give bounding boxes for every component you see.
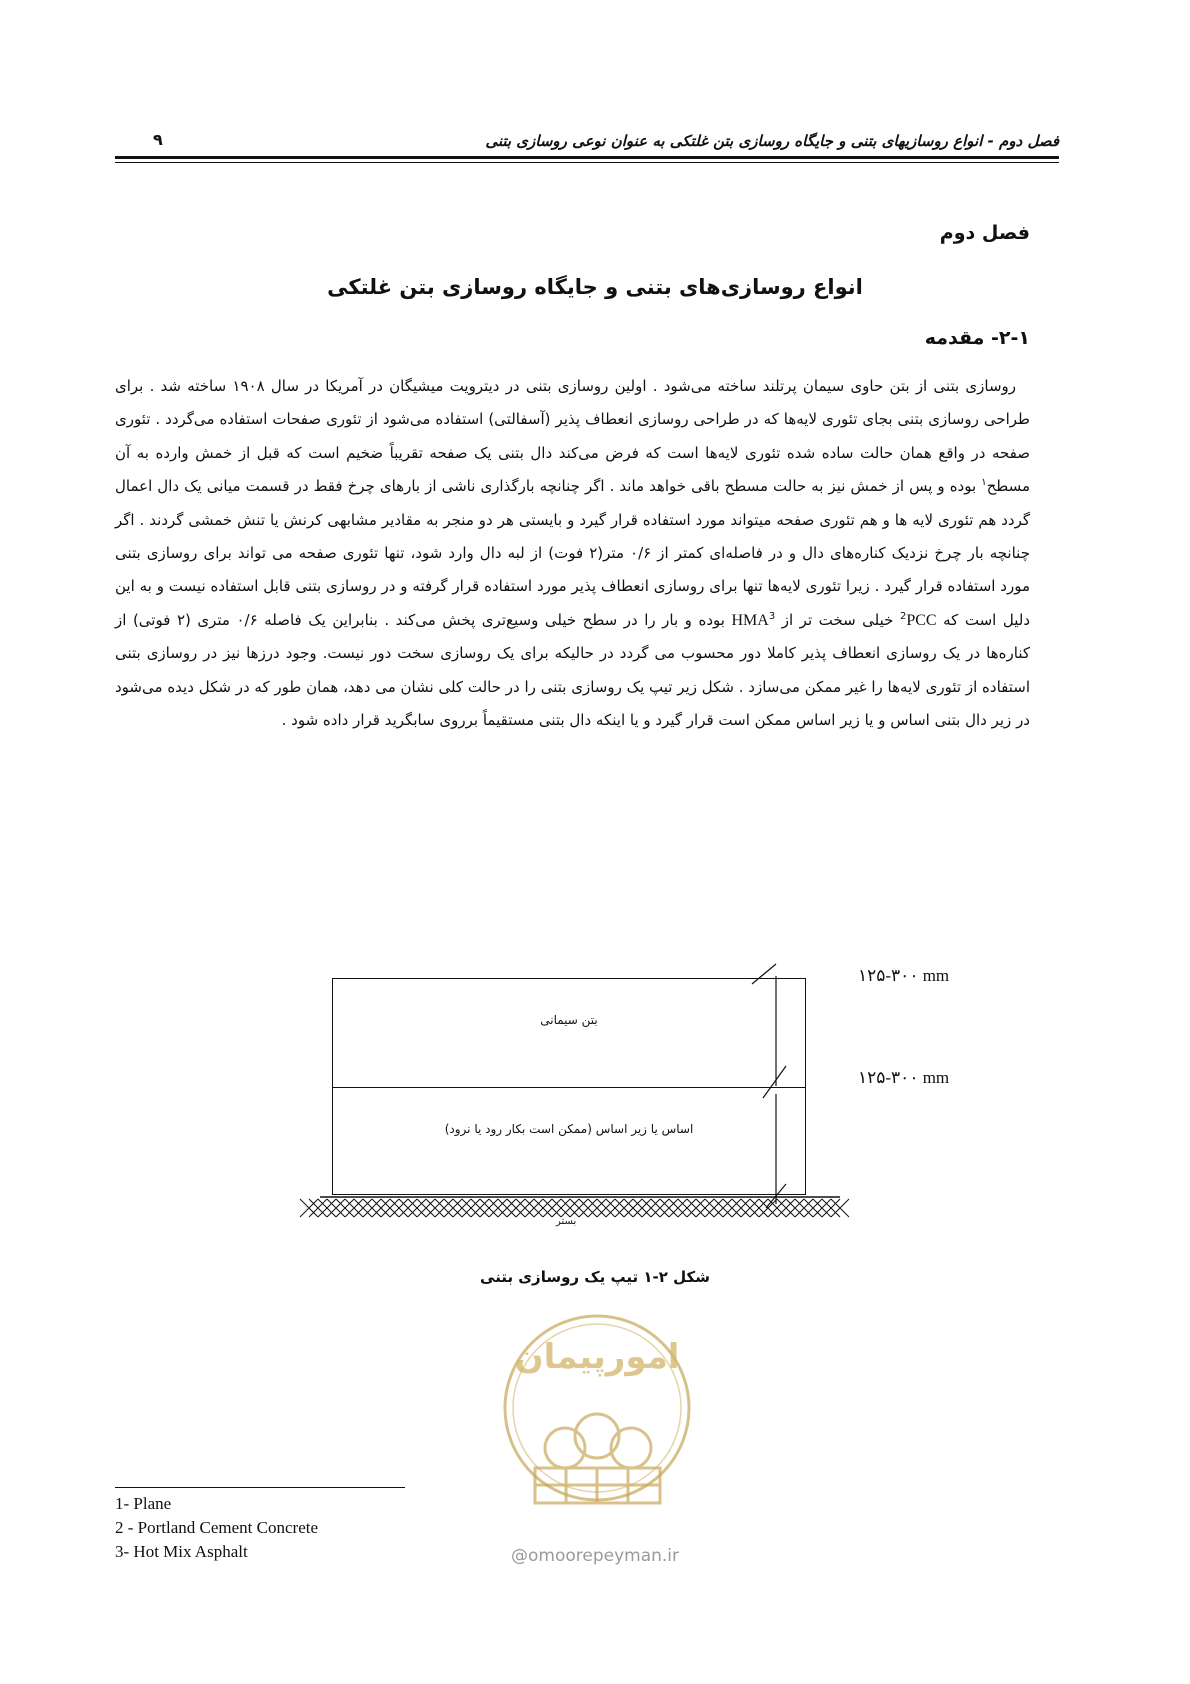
dimension-lines — [752, 964, 786, 1208]
footnote-ref-2: 2 — [899, 610, 907, 622]
header-rule-thin — [115, 162, 1059, 163]
concrete-layer-label: بتن سیمانی — [540, 1013, 598, 1027]
body-text-part3: خیلی سخت تر از — [775, 610, 900, 629]
running-title: فصل دوم - انواع روسازیهای بتنی و جایگاه روسازی بتن غلتکی به عنوان نوعی روسازی بتنی — [485, 132, 1059, 150]
term-pcc: PCC — [906, 611, 937, 629]
body-text-part4: بوده و بار را در سطح خیلی وسیع‌تری پخش می‌کند . بنابراین یک فاصله ۰/۶ متری (۲ فوتی) از کناره‌ها در یک روسازی انعطاف پذیر کاملا دور محسوب می گردد در حالیکه برای یک روسازی سخت دور نیست. وجود درزها نیز در روسازی بتنی استفاده از تئوری لایه‌ها را غیر ممکن می‌سازد . شکل زیر تیپ یک روسازی بتنی را در حالت کلی نشان می دهد، همان طور که در شکل دیده می‌شود در زیر دال بتنی اساس و یا زیر اساس ممکن است قرار گیرد و یا اینکه دال بتنی مستقیماً برروی سابگرید قرار داده شود . — [115, 610, 1030, 730]
watermark-logo — [485, 1298, 710, 1558]
footnote-rule — [115, 1487, 405, 1488]
footnote-ref-1: ۱ — [981, 477, 987, 489]
footnote-ref-3: 3 — [768, 610, 776, 622]
figure-lines — [320, 968, 1020, 1238]
watermark-text: امورپیمان — [514, 1337, 680, 1377]
dimension-concrete: ۱۲۵-۳۰۰ mm — [858, 966, 950, 985]
body-paragraph — [115, 370, 1030, 737]
body-text-part2: بوده و پس از خمش نیز به حالت مسطح باقی خواهد ماند . اگر چنانچه بارگذاری ناشی از بارهای چرخ فقط در قسمت میانی یک دال اعمال گردد هم تئوری لایه ها و هم تئوری صفحه میتواند مورد استفاده قرار گیرد و بایستی هر دو منجر به مقادیر مشابهی کرنش یا تنش خمشی گردند . اگر چنانچه بار چرخ نزدیک کناره‌های دال و در فاصله‌ای کمتر از ۰/۶ متر(۲ فوت) از لبه دال وارد شود، تنها تئوری صفحه می تواند برای روسازی بتنی مورد استفاده قرار گیرد . زیرا تئوری لایه‌ها تنها برای روسازی انعطاف پذیر مورد استفاده قرار گرفته و در روسازی بتنی قابل استفاده نیست و به این دلیل است که — [115, 477, 1030, 629]
footnote-3: 3- Hot Mix Asphalt — [115, 1542, 248, 1561]
subgrade-label: بستر — [556, 1216, 577, 1227]
section-heading: ۲-۱- مقدمه — [924, 327, 1030, 349]
figure-caption: شکل ۲-۱ تیپ یک روسازی بتنی — [480, 1268, 710, 1286]
footnote-1: 1- Plane — [115, 1494, 172, 1513]
dimension-base: ۱۲۵-۳۰۰ mm — [858, 1068, 950, 1087]
chapter-title: انواع روسازی‌های بتنی و جایگاه روسازی بتن غلتکی — [327, 275, 863, 299]
term-hma: HMA — [731, 611, 769, 629]
watermark-url: @omoorepeyman.ir — [510, 1546, 680, 1566]
header-rule-thick — [115, 156, 1059, 159]
footnote-2: 2 - Portland Cement Concrete — [115, 1518, 319, 1537]
footnotes — [115, 1492, 318, 1564]
chapter-label: فصل دوم — [939, 222, 1030, 244]
base-layer-label: اساس یا زیر اساس (ممکن است بکار رود یا نرود) — [444, 1122, 694, 1136]
body-text-part1: روسازی بتنی از بتن حاوی سیمان پرتلند ساخته می‌شود . اولین روسازی بتنی در دیترویت میشیگان در آمریکا در سال ۱۹۰۸ ساخته شد . برای طراحی روسازی بتنی بجای تئوری لایه‌ها که در طراحی روسازی انعطاف پذیر (آسفالتی) استفاده می‌شود از تئوری صفحات استفاده می‌گردد . تئوری صفحه در واقع همان حالت ساده شده تئوری لایه‌ها است که فرض می‌کند دال بتنی یک صفحه تقریباً ضخیم است که قبل از خمش وارده به آن مسطح — [115, 377, 1030, 496]
page-number: ۹ — [153, 130, 163, 149]
pavement-section-figure — [320, 968, 1020, 1238]
